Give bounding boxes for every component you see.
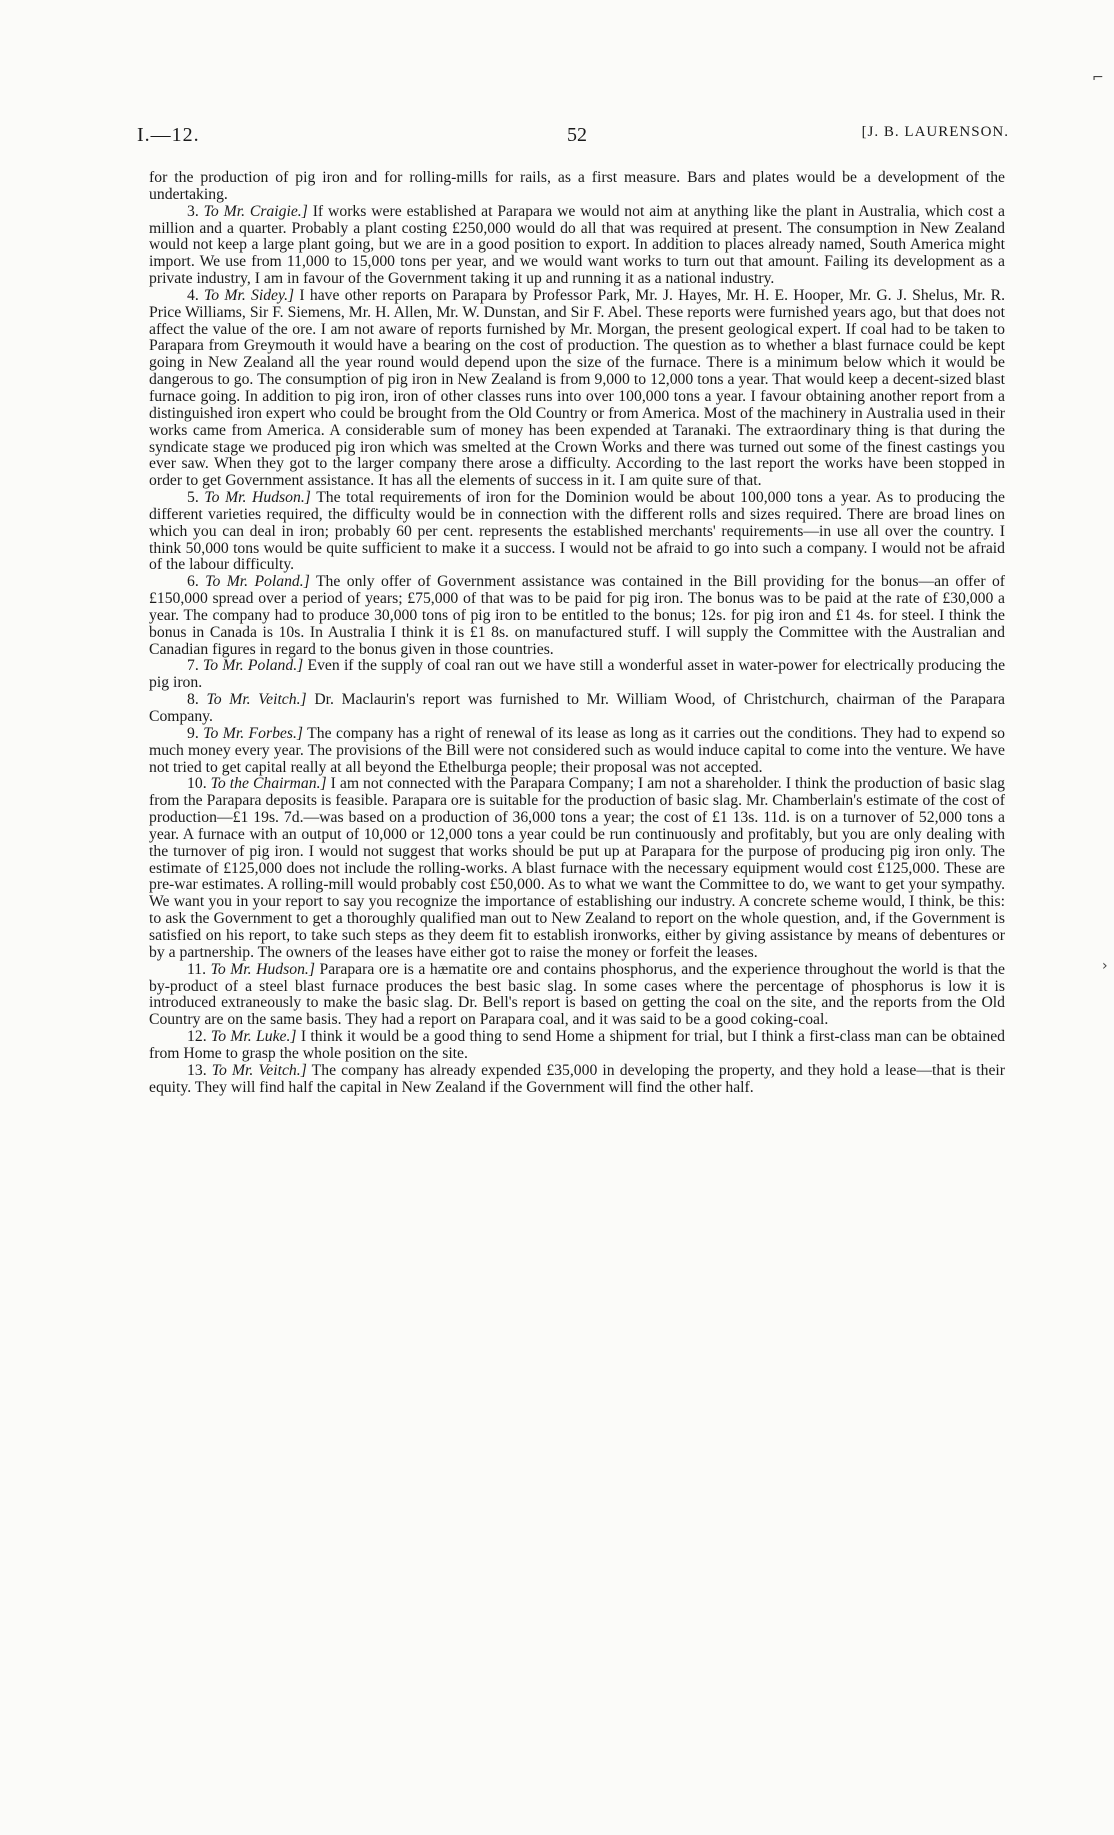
addressee: To Mr. Poland.]: [205, 573, 310, 591]
paragraph-text: I think it would be a good thing to send Home a shipment for trial, but I think a first-class man can be obtained from Home to grasp the whole position on the site.: [149, 1028, 1005, 1062]
addressee: To Mr. Luke.]: [210, 1028, 297, 1046]
document-body: [149, 170, 1005, 1096]
paragraph-number: 5.: [187, 489, 199, 507]
paragraph-5: [149, 490, 1005, 574]
scan-mark-top: ⌐: [1092, 70, 1104, 86]
addressee: To Mr. Poland.]: [203, 657, 304, 675]
paragraph-text: I am not connected with the Parapara Company; I am not a shareholder. I think the production of basic slag from the Parapara deposits is feasible. Parapara ore is suitable for the production of basic slag. Mr. Chamberlain's estimate of the cost of production—£1 19s. 7d.—was based on a production of 36,000 tons a year; the cost of £1 13s. 11d. is on a turnover of 52,000 tons a year. A furnace with an output of 10,000 or 12,000 tons a year could be run continuously and profitably, but you are only dealing with the turnover of pig iron. I would not suggest that works should be put up at Parapara for the purpose of producing pig iron only. The estimate of £125,000 does not include the rolling-works. A blast furnace with the necessary equipment would cost £125,000. These are pre-war estimates. A rolling-mill would probably cost £50,000. As to what we want the Committee to do, we want to get your sympathy. We want you in your report to say you recognize the importance of establishing our industry. A concrete scheme would, I think, be this: to ask the Government to get a thoroughly qualified man out to New Zealand to report on the whole question, and, if the Government is satisfied on his report, to take such steps as they deem fit to establish ironworks, either by giving assistance by means of debentures or by a partnership. The owners of the leases have either got to raise the money or forfeit the leases.: [149, 775, 1006, 961]
scan-mark-right: ›: [1102, 958, 1108, 974]
paragraph-number: 11.: [187, 960, 207, 978]
paragraph-6: [149, 574, 1005, 658]
paragraph-text: The only offer of Government assistance was contained in the Bill providing for the bonus—an offer of £150,000 spread over a period of years; £75,000 of that was to be paid for pig iron. The bonus was to be paid at the rate of £30,000 a year. The company had to produce 30,000 tons of pig iron to be entitled to the bonus; 12s. for pig iron and £1 4s. for steel. I think the bonus in Canada is 10s. In Australia I think it is £1 8s. on manufactured stuff. I will supply the Committee with the Australian and Canadian figures in regard to the bonus given in those countries.: [149, 573, 1006, 658]
paragraph-text: The total requirements of iron for the Dominion would be about 100,000 tons a year. As to producing the different varieties required, the difficulty would be in connection with the different rolls and sizes required. There are broad lines on which you can deal in iron; probably 60 per cent. represents the established merchants' requirements—in use all over the country. I think 50,000 tons would be quite sufficient to make it a success. I would not be afraid to go into such a company. I would not be afraid of the labour difficulty.: [149, 489, 1005, 574]
paragraph-4: [149, 288, 1005, 490]
paragraph-number: 3.: [187, 202, 199, 220]
addressee: To the Chairman.]: [210, 775, 327, 793]
paragraph-number: 4.: [187, 286, 199, 304]
paragraph-number: 6.: [187, 573, 199, 591]
paragraph-number: 12.: [187, 1028, 207, 1046]
addressee: To Mr. Hudson.]: [210, 960, 315, 978]
paragraph-text: Dr. Maclaurin's report was furnished to Mr. William Wood, of Christchurch, chairman of the Parapara Company.: [149, 691, 1006, 725]
paragraph-text: The company has a right of renewal of its lease as long as it carries out the conditions. They had to expend so much money every year. The provisions of the Bill were not considered such as would induce capital to come into the venture. We have not tried to get capital really at all beyond the Ethelburga people; their proposal was not accepted.: [149, 724, 1006, 776]
page-number: 52: [567, 124, 587, 146]
paragraph-text: Even if the supply of coal ran out we have still a wonderful asset in water-power for electrically producing the pig iron.: [149, 657, 1006, 692]
paragraph-number: 9.: [187, 724, 199, 742]
addressee: To Mr. Veitch.]: [206, 691, 307, 709]
paragraph-text: I have other reports on Parapara by Professor Park, Mr. J. Hayes, Mr. H. E. Hooper, Mr. G. J. Shelus, Mr. R. Price Williams, Sir F. Siemens, Mr. H. Allen, Mr. W. Dunstan, and Sir F. Abel. These reports were furnished years ago, but that does not affect the value of the ore. I am not aware of reports furnished by Mr. Morgan, the present geological expert. If coal had to be taken to Parapara from Greymouth it would have a bearing on the cost of production. The question as to whether a blast furnace could be kept going in New Zealand all the year round would depend upon the size of the furnace. There is a minimum below which it would be dangerous to go. The consumption of pig iron in New Zealand is from 9,000 to 12,000 tons a year. That would keep a decent-sized blast furnace going. In addition to pig iron, iron of other classes runs into over 100,000 tons a year. I favour obtaining another report from a distinguished iron expert who could be brought from the Old Country or from America. Most of the machinery in Australia used in their works came from America. A considerable sum of money has been expended at Taranaki. The extraordinary thing is that during the syndicate stage we produced pig iron which was smelted at the Crown Works and there was turned out some of the finest castings you ever saw. When they got to the larger company there arose a difficulty. According to the last report the works have been stopped in order to get Government assistance. It has all the elements of success in it. I am quite sure of that.: [149, 286, 1005, 490]
paragraph-7: [149, 658, 1005, 692]
paragraph-number: 10.: [187, 775, 207, 793]
paragraph-3: [149, 204, 1005, 288]
paragraph-number: 7.: [187, 657, 199, 675]
witness-name: [J. B. LAURENSON.: [861, 124, 1009, 140]
paragraph-text: The company has already expended £35,000 in developing the property, and they hold a lease—that is their equity. They will find half the capital in New Zealand if the Government will find the other half.: [149, 1061, 1006, 1096]
paragraph-9: [149, 726, 1005, 777]
addressee: To Mr. Hudson.]: [204, 489, 311, 507]
paragraph-number: 8.: [187, 691, 199, 709]
continuation-paragraph: for the production of pig iron and for rolling-mills for rails, as a first measure. Bars and plates would be a development of the undertaking.: [149, 169, 1005, 203]
paragraph-11: [149, 962, 1005, 1029]
addressee: To Mr. Craigie.]: [203, 202, 308, 220]
paragraph-number: 13.: [187, 1061, 207, 1079]
paragraph-text: If works were established at Parapara we would not aim at anything like the plant in Australia, which cost a million and a quarter. Probably a plant costing £250,000 would do all that was required at present. The consumption in New Zealand would not keep a large plant going, but we are in a good position to export. In addition to places already named, South America might import. We use from 11,000 to 15,000 tons per year, and we would want works to turn out that amount. Failing its development as a private industry, I am in favour of the Government taking it up and running it as a national industry.: [149, 202, 1006, 288]
paragraph-13: [149, 1063, 1005, 1097]
addressee: To Mr. Sidey.]: [204, 286, 295, 304]
paragraph-12: [149, 1029, 1005, 1063]
addressee: To Mr. Veitch.]: [211, 1061, 307, 1079]
paragraph-text: Parapara ore is a hæmatite ore and contains phosphorus, and the experience throughout the world is that the by-product of a steel blast furnace produces the best basic slag. In some cases where the percentage of phosphorus is low it is introduced extraneously to make the basic slag. Dr. Bell's report is based on getting the coal on the site, and the reports from the Old Country are on the same basis. They had a report on Parapara coal, and it was said to be a good coking-coal.: [149, 960, 1005, 1029]
addressee: To Mr. Forbes.]: [203, 724, 304, 742]
paragraph-8: [149, 692, 1005, 726]
paragraph-10: [149, 776, 1005, 961]
document-reference: I.—12.: [137, 124, 200, 146]
page-header: [137, 124, 1009, 154]
